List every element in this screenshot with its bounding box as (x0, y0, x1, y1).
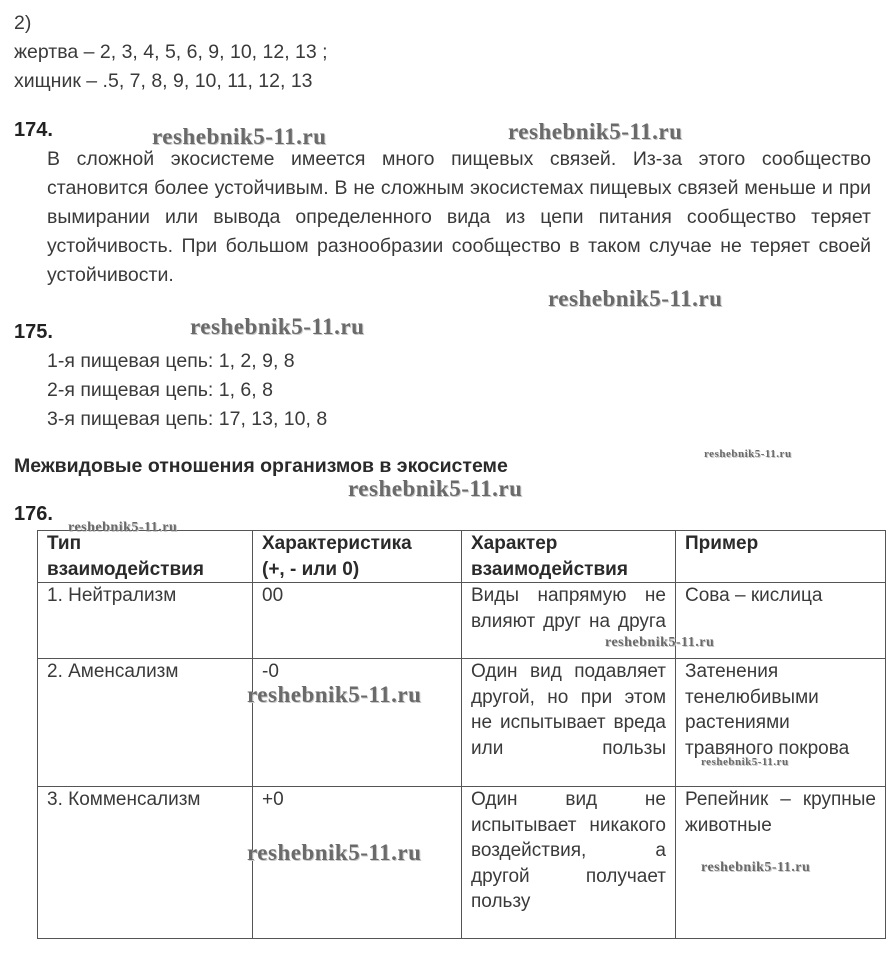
food-chain-3: 3-я пищевая цепь: 17, 13, 10, 8 (47, 408, 328, 430)
food-chain-1: 1-я пищевая цепь: 1, 2, 9, 8 (47, 350, 295, 372)
task-176-number: 176. (14, 503, 53, 525)
row-sign: +0 (253, 787, 462, 939)
row-example: Сова – кислица (676, 583, 886, 659)
watermark: reshebnik5-11.ru (701, 860, 811, 875)
row-nature: Один вид не испытывает никакого воздействия, а другой получает пользу (462, 787, 676, 939)
task-174-answer: В сложной экосистеме имеется много пищевых связей. Из-за этого сообщество становится более устойчивым. В не сложным экосистемах пищевых связей меньше и при вымирании или вывода определенного вида из цепи питания сообщество теряет устойчивость. При большом разнообразии сообщество в таком случае не теряет своей устойчивости. (47, 148, 871, 286)
section-heading: Межвидовые отношения организмов в экосистеме (14, 455, 508, 477)
row-sign: -0 (253, 659, 462, 787)
table-row (38, 583, 886, 659)
watermark: reshebnik5-11.ru (704, 448, 792, 460)
prev-task-label: 2) (14, 12, 32, 34)
header-type: Тип взаимодействия (38, 531, 253, 583)
prey-line: жертва – 2, 3, 4, 5, 6, 9, 10, 12, 13 ; (14, 41, 328, 63)
row-nature: Один вид подавляет другой, но при этом не испытывает вреда или пользы (462, 659, 676, 787)
watermark: reshebnik5-11.ru (548, 286, 723, 311)
interaction-table (37, 530, 886, 939)
watermark: reshebnik5-11.ru (605, 635, 715, 650)
predator-line: хищник – .5, 7, 8, 9, 10, 11, 12, 13 (14, 70, 313, 92)
watermark: reshebnik5-11.ru (508, 119, 683, 144)
row-type: 3. Комменсализм (38, 787, 253, 939)
row-nature: Виды напрямую не влияют друг на друга (462, 583, 676, 659)
row-example: Затенения тенелюбивыми растениями травяного покрова (676, 659, 886, 787)
row-example: Репейник – крупные животные (676, 787, 886, 939)
row-type: 2. Аменсализм (38, 659, 253, 787)
header-characteristic: Характеристика (+, - или 0) (253, 531, 462, 583)
row-type: 1. Нейтрализм (38, 583, 253, 659)
watermark: reshebnik5-11.ru (348, 476, 523, 501)
watermark: reshebnik5-11.ru (190, 314, 365, 339)
watermark: reshebnik5-11.ru (247, 840, 422, 865)
header-nature: Характер взаимодействия (462, 531, 676, 583)
watermark: reshebnik5-11.ru (701, 756, 789, 768)
task-174-number: 174. (14, 119, 53, 141)
table-header-row (38, 531, 886, 583)
watermark: reshebnik5-11.ru (152, 124, 327, 149)
watermark: reshebnik5-11.ru (68, 520, 178, 535)
row-sign: 00 (253, 583, 462, 659)
watermark: reshebnik5-11.ru (247, 682, 422, 707)
food-chain-2: 2-я пищевая цепь: 1, 6, 8 (47, 379, 273, 401)
header-example: Пример (676, 531, 886, 583)
task-175-number: 175. (14, 321, 53, 343)
